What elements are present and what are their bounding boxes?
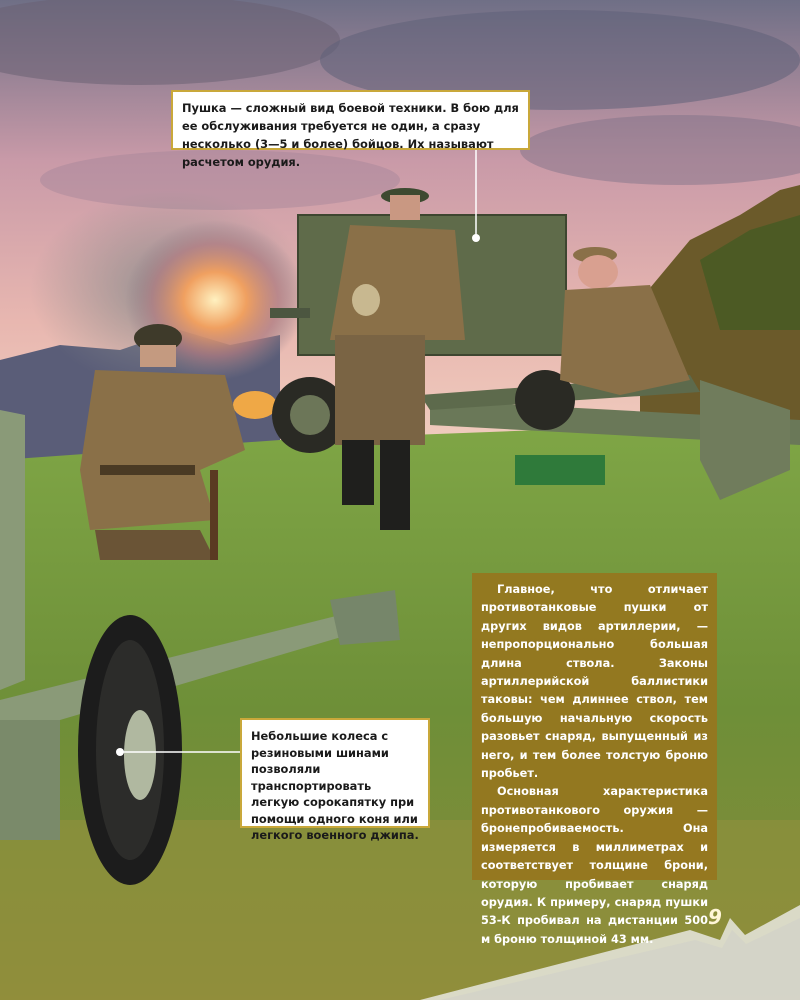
page-number: 9: [708, 905, 722, 929]
callout-leader-dot: [472, 234, 480, 242]
callout-crew-text: Пушка — сложный вид боевой техники. В бою для ее обслуживания требуется не один, а сразу несколько (3—5 и более) бойцов. Их называют расчетом орудия.: [182, 101, 519, 169]
main-text-paragraph-2: Основная характеристика противотанкового оружия — бронепробиваемость. Она измеряется в миллиметрах и соответствует толщине брони, которую пробивает снаряд орудия. К примеру, снаряд пушки 53-К пробивал на дистанции 500 м броню толщиной 43 мм.: [481, 785, 708, 946]
muzzle-flash: [233, 391, 277, 419]
main-text-paragraph-1: Главное, что отличает противотанковые пушки от других видов артиллерии, — непропорционально большая длина ствола. Законы артиллерийской баллистики таковы: чем длиннее ствол, тем большую начальную скорость разовьет снаряд, выпущенный из него, и тем более толстую броню пробьет.: [481, 583, 708, 781]
callout-wheels: [240, 718, 430, 842]
callout-wheels-text: Небольшие колеса с резиновыми шинами позволяли транспортировать легкую сорокапятку при помощи одного коня или легкого военного джипа.: [251, 729, 419, 842]
callout-crew: [171, 90, 530, 169]
callout-leader-dot: [116, 748, 124, 756]
main-text-box: [472, 573, 717, 946]
